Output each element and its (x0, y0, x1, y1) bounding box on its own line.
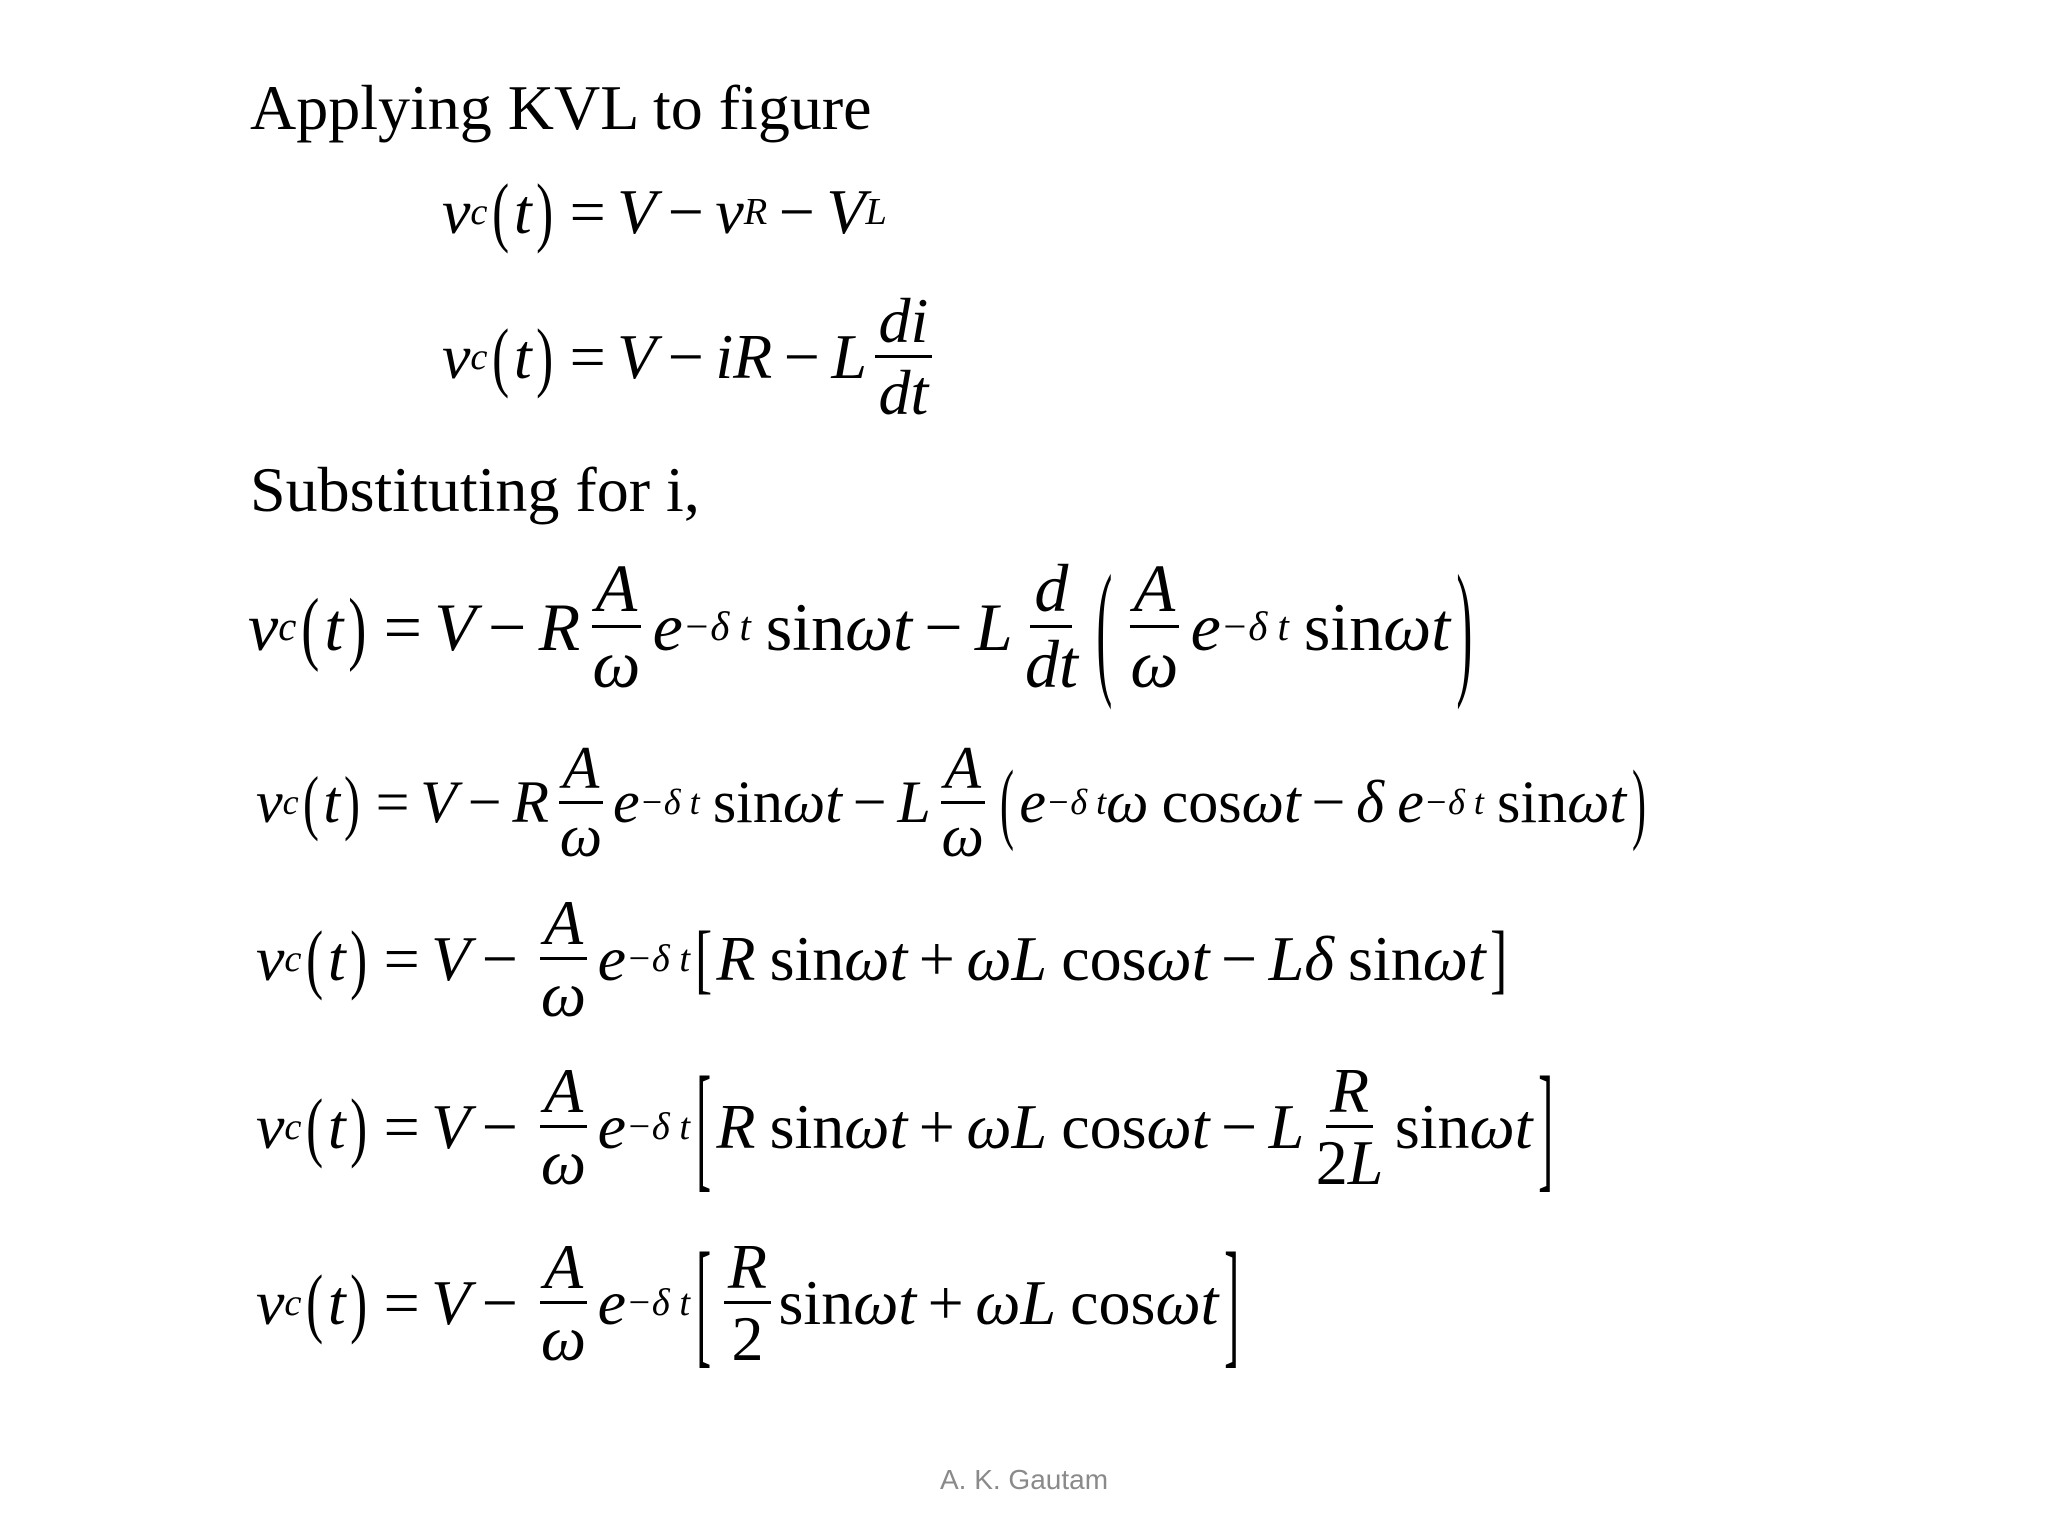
footer-author: A. K. Gautam (939, 1464, 1109, 1495)
equation-derivative: v c ( t ) = V − R $\frac{A}{\omega}$ e −δ t sin ωt − L $\frac{A}{\omega}$ ( e −δ t ω cos ωt − δ e −δ t sin ωt ) (256, 735, 1646, 869)
equation-kvl-1: v c ( t ) = V − v R − V L (442, 168, 887, 254)
heading-substituting: Substituting for i, (250, 454, 700, 525)
equation-substitution: v c ( t ) = V − R $\frac{A}{\omega}$ e −δ t sin ωt − L $\frac{d}{dt}$ ( $\frac{A}{\omega}$ e −δ t sin ωt ) (248, 543, 1473, 711)
equation-factored: v c ( t ) = V − $\frac{A}{\omega}$ e −δ t [ R sin ωt + ωL cos ωt − Lδ sin ωt ] (256, 887, 1508, 1031)
equation-kvl-2: v c ( t ) = V − iR − L $\frac{di}{dt}$ (442, 286, 940, 427)
heading-applying-kvl: Applying KVL to figure (250, 72, 872, 143)
equation-final: v c ( t ) = V − $\frac{A}{\omega}$ e −δ t [ $\frac{R}{2}$ sin ωt + ωL cos ωt ] (256, 1223, 1240, 1380)
equation-delta-substituted: v c ( t ) = V − $\frac{A}{\omega}$ e −δ t [ R sin ωt + ωL cos ωt − L $\frac{R}{2L}$ sin ωt ] (256, 1047, 1554, 1204)
